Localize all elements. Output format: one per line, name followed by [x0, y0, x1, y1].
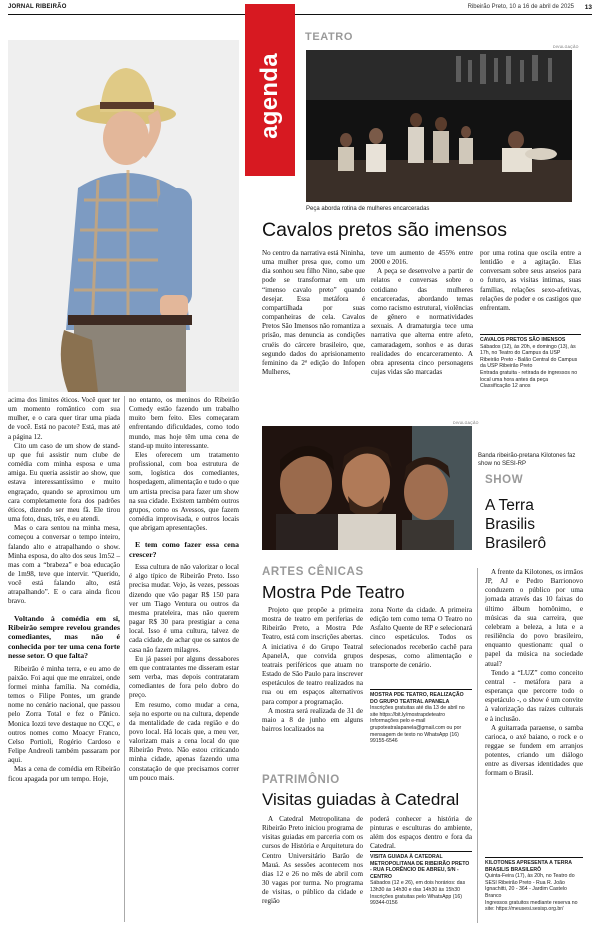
agenda-tab-label: agenda	[256, 53, 283, 139]
show-kicker: SHOW	[485, 474, 524, 486]
teatro-info-box	[480, 337, 581, 390]
artes-column-1	[262, 606, 363, 734]
artes-info-title: MOSTRA PDE TEATRO, REALIZAÇÃO DO GRUPO TEATRAL APANELA	[370, 692, 464, 705]
interview-paragraph: Em resumo, como mudar a cena, seja no esporte ou na cultura, depende da mentalidade de cada região e do povo local. Há locais que, a meu ver, valorizam mais a cena local do que Ribeirão Preto. Não estou criticando minha cidade, apenas fazendo uma constatação de que precisamos correr um pouco mais.	[129, 700, 239, 782]
teatro-kicker: TEATRO	[305, 31, 354, 43]
teatro-paragraph: A peça se desenvolve a partir de relatos e conversas sobre o cotidiano das mulheres encarceradas, abordando temas como racismo estrutural, violências de gênero e normatividades sexuais. A dramaturgia tece uma narrativa que alterna entre afeto, camaradagem, sonhos e as duras realidades do encarceramento. A obra apresenta cinco personagens cujas vidas são marcadas	[371, 267, 473, 377]
teatro-info-title: CAVALOS PRETOS SÃO IMENSOS	[480, 337, 566, 343]
teatro-photo-credit: DIVULGAÇÃO	[553, 45, 579, 49]
interview-column-2	[129, 396, 239, 783]
teatro-info-line: Classificação 12 anos	[480, 383, 531, 390]
show-headline-line: Brasilerô	[485, 535, 547, 552]
show-photo	[262, 426, 472, 550]
interview-paragraph: Mas o cara sentou na minha mesa, começou a conversar o tempo inteiro, falando alto e atrapalhando o show. Minha esposa, do alto dos seus 1m52 – mas com a “brabeza” e boa educação de 1m98, teve que intervir. “Querido, você está falando alto, está atrapalhando”. E o cara ainda ficou bravo.	[8, 524, 120, 606]
teatro-photo	[306, 50, 572, 202]
show-info-box	[485, 860, 583, 913]
teatro-photo-caption: Peça aborda rotina de mulheres encarceradas	[306, 206, 430, 212]
interview-question: E tem como fazer essa cena crescer?	[129, 540, 239, 559]
show-info-title: KILOTONES APRESENTA A TERRA BRASILIS BRASILERÔ	[485, 860, 572, 873]
patrimonio-info-line: Inscrições gratuitas pelo WhatsApp (16) 99344-0156	[370, 893, 462, 907]
patrimonio-column-1	[262, 815, 363, 907]
show-photo-credit: DIVULGAÇÃO	[453, 421, 479, 425]
teatro-headline: Cavalos pretos são imensos	[262, 219, 507, 241]
show-info-line: Ingressos gratuitos mediante reserva no site: https://meusesi.sesisp.org.br/	[485, 899, 578, 913]
column-rule	[124, 396, 125, 922]
patrimonio-paragraph: poderá conhecer a história de pinturas e esculturas do ambiente, além dos espaços dentro e fora da Catedral.	[370, 815, 472, 851]
artes-kicker: ARTES CÊNICAS	[262, 566, 364, 578]
show-paragraph: A guitarrada paraense, o samba carioca, o axé baiano, o rock e o reggae se fundem em arranjos potentes, criando um diálogo entre as diversas identidades que formam o Brasil.	[485, 723, 583, 778]
show-info-line: Quinta-Feira (17), às 20h, no Teatro do SESI Ribeirão Preto - Rua R. João Ignachitti, 20 - 364 - Jardim Castelo Branco	[485, 873, 575, 899]
artes-paragraph: Projeto que propõe a primeira mostra de teatro em periferias de Ribeirão Preto, a Mostra Pde Teatro, está com inscrições abertas. A iniciativa é do Grupo Teatral ApanelA, que convida grupos teatrais periféricos que atuam no Estado de São Paulo para inscrever espetáculos de teatro realizados na rua ou em espaços alternativos para compor a programação.	[262, 606, 363, 706]
artes-column-2	[370, 606, 472, 670]
patrimonio-info-line: Sábados (12 e 26), em dois horários: das 13h30 às 14h30 e das 14h30 às 15h30	[370, 880, 466, 893]
patrimonio-info-title: VISITA GUIADA À CATEDRAL METROPOLITANA DE RIBEIRÃO PRETO - RUA FLORÊNCIO DE ABREU, 5/N - CENTRO	[370, 854, 470, 880]
patrimonio-headline: Visitas guiadas à Catedral	[262, 790, 460, 809]
artes-headline: Mostra Pde Teatro	[262, 582, 405, 602]
show-paragraph: Tendo a “LUZ” como conceito central - metáfora para a esperança que percorre todo o espetáculo -, o show é um convite à valorização das raízes culturais e à inclusão.	[485, 668, 583, 723]
header-paper-name: JORNAL RIBEIRÃO	[8, 4, 67, 10]
artes-paragraph: zona Norte da cidade. A primeira edição tem como tema O Teatro no Asfalto Quente de RP e selecionará cinco espetáculos. Todos os selecionados receberão cachê para despesas, como alimentação e transporte de cenário.	[370, 606, 472, 669]
interview-column-1	[8, 396, 120, 784]
interview-paragraph: acima dos limites éticos. Você quer ter um momento romântico com sua mulher, e o cara quer tirar uma piada de você. Está no pacote? Está, mas até a página 12.	[8, 396, 120, 441]
teatro-column-2	[371, 249, 473, 377]
show-paragraph: A frente da Kilotones, os irmãos JP, AJ e Pedro Barrionovo conduzem o público por uma jornada através das 10 faixas do último álbum homônimo, e músicas da sua carreira, que celebram a beleza, a luta e a resiliência do povo brasileiro, enquanto questionam: qual o papel da música na sociedade atual?	[485, 568, 583, 668]
show-info-rule	[485, 857, 583, 858]
teatro-paragraph: No centro da narrativa está Nininha, uma mulher presa que, como um dia sonhou seu filho Nino, sabe que pode se transformar em um “imenso cavalo preto” quando desejar. Essa metáfora é compartilhada por suas companheiras de cela. Cavalos Pretos São Imensos não romantiza a prisão, mas denuncia as condições cruéis do cárcere brasileiro, que, segundo dados do aprisionamento feminino da 2ª edição do Infopen Mulheres,	[262, 249, 365, 377]
teatro-paragraph: teve um aumento de 455% entre 2000 e 2016.	[371, 249, 473, 267]
header-date: Ribeirão Preto, 10 a 16 de abril de 2025	[467, 4, 574, 10]
teatro-column-1	[262, 249, 365, 377]
patrimonio-column-2	[370, 815, 472, 852]
teatro-paragraph: por uma rotina que oscila entre a lentidão e a agitação. Elas conversam sobre seus anseios para o futuro, as visitas íntimas, suas famílias, relações sexo-afetivas, relações de poder e os castigos que enfrentam.	[480, 249, 581, 312]
teatro-info-rule	[480, 334, 581, 335]
interview-paragraph: no entanto, os meninos do Ribeirão Comedy estão fazendo um trabalho muito bem feito. Eles começaram enfrentando dificuldades, como todo mundo, mas hoje têm uma cena de stand-up muito interessante.	[129, 396, 239, 450]
artes-info-line: Inscrições gratuitas até dia 13 de abril no site https://bit.ly/mostrapdeteatro	[370, 705, 465, 718]
show-headline-line: Brasilis	[485, 516, 535, 533]
teatro-column-3	[480, 249, 581, 313]
show-headline	[485, 496, 585, 553]
agenda-section-tab	[245, 4, 295, 176]
interview-paragraph: Essa cultura de não valorizar o local é algo típico de Ribeirão Preto. Isso precisa mudar. Vejo, às vezes, pessoas dizendo que vão pagar R$ 150 para ver um Tiago Ventura ou outros da mesma prateleira, mas não querem pagar R$ 30 para prestigiar a cena local. Isso é uma cultura, talvez de cada cidade, de achar que os santos de casa não fazem milagres.	[129, 563, 239, 654]
artes-info-box	[370, 692, 472, 745]
patrimonio-kicker: PATRIMÔNIO	[262, 774, 340, 786]
header-page-number: 13	[584, 4, 592, 11]
section-divider	[477, 568, 478, 923]
artes-info-line: Informações pelo e-mail grupoteatralapanela@gmail.com ou por mensagem de texto no WhatsApp (16) 99155-6546	[370, 718, 462, 745]
interview-question: Voltando à comédia em si, Ribeirão sempre revelou grandes comediantes, mas não é conhecida por ter uma cena forte nesse setor. O que falta?	[8, 613, 120, 661]
interview-paragraph: Eles oferecem um tratamento profissional, com boa estrutura de som, logística dos comediantes, hospedagem, alimentação e tudo o que um artista precisa para fazer um show na sua cidade. Existem também outros grupos, como os Avessos, que fazem comédia improvisada, e outros locais que abrigam apresentações.	[129, 450, 239, 533]
interview-paragraph: Mas a cena de comédia em Ribeirão ficou apagada por um tempo. Hoje,	[8, 765, 120, 783]
show-column	[485, 568, 583, 779]
interview-paragraph: Ribeirão é minha terra, e eu amo de paixão. Foi aqui que me enraizei, onde formei minha família. Na comédia, temos o Filipe Pontes, um grande nome no cenário nacional, que passou pelo Zorra Total e fez o Pânico. Monica Iozzi teve destaque no CQC, e outros nomes como Moacyr Franco, Celso Portioli, Rogério Cardoso e Felipe Andreoli também passaram por aqui.	[8, 664, 120, 765]
comedian-photo	[8, 40, 239, 392]
show-photo-caption: Banda ribeirão-pretana Kilotones faz show no SESI-RP	[478, 453, 576, 467]
artes-paragraph: A mostra será realizada de 31 de maio a 8 de junho em alguns bairros localizados na	[262, 706, 363, 734]
teatro-info-line: Entrada gratuita - retirada de ingressos no local uma hora antes da peça	[480, 369, 578, 383]
header-rule	[8, 14, 592, 15]
interview-paragraph: Cito um caso de um show de stand-up que fui assistir num clube de comédia com minha esposa e uma amiga. Eu queria assistir ao show, que estava interessantíssimo e muito engraçado, quando se aproximou um cara completamente fora dos padrões éticos, dizendo ser meu fã. Ele tirou uma foto, duas, três, e eu atendi.	[8, 441, 120, 524]
interview-paragraph: Eu já passei por alguns dessabores em que contratantes me disseram estar sem verba, mas depois contrataram comediantes de fora pelo dobro do preço.	[129, 654, 239, 700]
artes-info-rule	[370, 689, 472, 690]
patrimonio-info-rule	[370, 851, 472, 852]
page-header	[8, 4, 592, 14]
show-headline-line: A Terra	[485, 497, 534, 514]
teatro-info-line: Sábados (12), às 20h, e domingo (13), às 17h, no Teatro do Campus da USP Ribeirão Preto - Balão Central do Campus da USP Ribeirão Preto	[480, 343, 578, 370]
patrimonio-paragraph: A Catedral Metropolitana de Ribeirão Preto iniciou programa de visitas guiadas em parceria com os cursos de História e Arquitetura do Centro Universitário Barão de Mauá. As sessões acontecem nos dias 12 e 26 no mês de abril com 30 vagas por turma. No programa de visitas, o público da cidade e região	[262, 815, 363, 906]
patrimonio-info-box	[370, 854, 472, 907]
